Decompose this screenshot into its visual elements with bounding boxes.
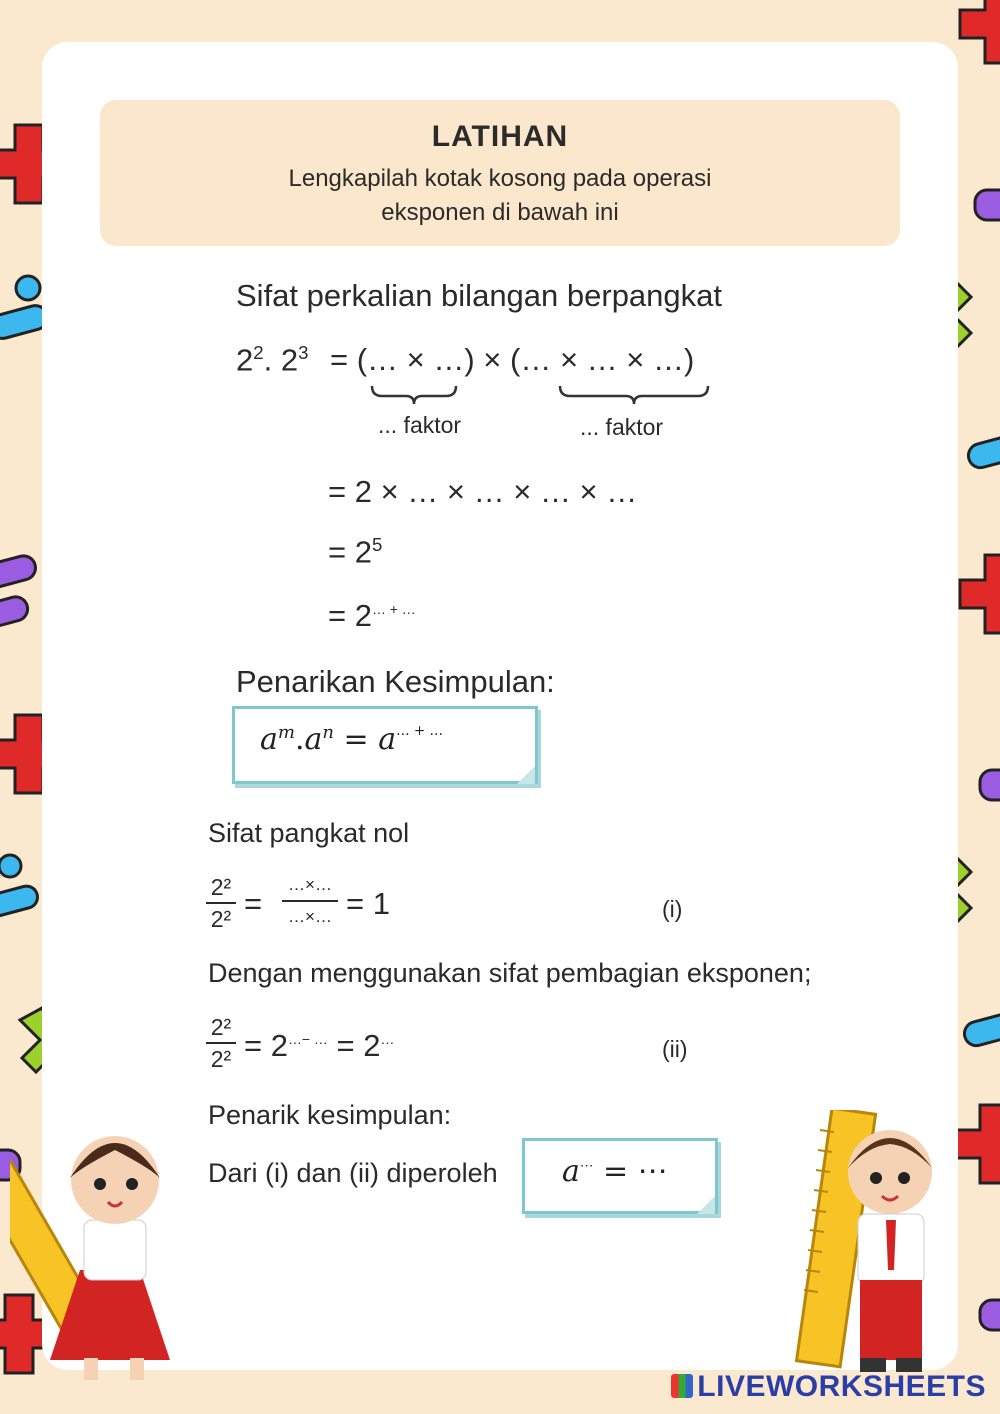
purple-bar-icon — [980, 770, 1000, 800]
base-2: 2 — [280, 342, 299, 378]
instruction-line-1: Lengkapilah kotak kosong pada operasi — [288, 165, 712, 192]
fraction-3-numerator: 2² — [210, 1014, 232, 1040]
underbrace-1 — [372, 386, 456, 404]
underbrace-2 — [560, 386, 708, 404]
equation-expansion: = (… × …) × (… × … × …) — [330, 342, 695, 377]
step-3-base: = 2 — [328, 598, 372, 633]
exponent-2: 3 — [298, 342, 309, 363]
girl-with-pencil-illustration — [10, 1110, 220, 1380]
formula-multiplication — [260, 722, 443, 757]
equals-sign: = — [244, 886, 263, 921]
box-fold-corner — [517, 766, 535, 784]
red-plus-icon — [960, 555, 1000, 633]
purple-bar-icon — [0, 553, 38, 591]
blue-bar-icon — [966, 434, 1000, 471]
fraction-2-numerator-blank[interactable]: …×… — [288, 875, 332, 894]
purple-bar-icon — [980, 1300, 1000, 1330]
instruction-line-2: eksponen di bawah ini — [381, 199, 619, 226]
final-exponent-blank[interactable]: ⋯ — [579, 1158, 594, 1174]
step-3-exponent-blank: … + … — [371, 601, 416, 617]
faktor-label-2: ... faktor — [580, 414, 664, 440]
fraction-3-denominator: 2² — [210, 1046, 232, 1072]
final-rhs-blank[interactable]: = ⋯ — [602, 1154, 668, 1189]
equation-2-base-b: = 2 — [336, 1028, 381, 1063]
fraction-3 — [206, 1014, 236, 1072]
box-fold-corner-2 — [697, 1196, 715, 1214]
equation-2 — [244, 1028, 394, 1064]
blue-bar-icon — [962, 1012, 1000, 1049]
section-heading-multiplication: Sifat perkalian bilangan berpangkat — [236, 278, 723, 313]
fraction-1-numerator: 2² — [210, 874, 232, 900]
exponent-1: 2 — [253, 342, 264, 363]
conclusion-text: Dari (i) dan (ii) diperoleh — [208, 1158, 498, 1188]
underbraces — [360, 380, 720, 410]
purple-bar-icon — [975, 190, 1000, 220]
label-i: (i) — [662, 896, 683, 922]
boy-with-ruler-illustration — [790, 1110, 970, 1380]
fraction-2-denominator-blank[interactable]: …×… — [288, 907, 332, 926]
formula-rhs: = a — [334, 722, 397, 757]
fraction-1 — [206, 874, 236, 932]
page-title: LATIHAN — [431, 120, 569, 153]
step-2 — [328, 534, 382, 570]
blue-bar-icon — [0, 884, 40, 919]
step-2-exponent: 5 — [371, 534, 383, 555]
purple-bar-icon — [0, 594, 30, 630]
formula-zero-power[interactable] — [562, 1154, 668, 1189]
blue-dot-icon — [16, 276, 40, 300]
brand-text: LIVEWORKSHEETS — [697, 1370, 986, 1403]
equation-2-exponent-blank[interactable]: …− … — [287, 1031, 328, 1047]
blue-dot-icon — [0, 855, 21, 877]
faktor-label-1: ... faktor — [378, 412, 462, 438]
formula-a: a — [260, 722, 278, 757]
section-heading-zero-power: Sifat pangkat nol — [208, 818, 410, 848]
base-1: 2 — [236, 342, 254, 378]
fraction-2[interactable] — [282, 872, 338, 930]
equation-2-exponent-b-blank[interactable]: … — [380, 1031, 395, 1047]
step-2-base: = 2 — [328, 534, 372, 570]
formula-m: m — [277, 722, 295, 743]
equation-2-base: = 2 — [244, 1028, 288, 1063]
step-1: = 2 × … × … × … × … — [328, 474, 638, 509]
conclusion-heading-2: Penarik kesimpulan: — [208, 1100, 452, 1130]
fraction-1-denominator: 2² — [210, 906, 232, 932]
header-banner — [100, 100, 900, 246]
step-3 — [328, 598, 416, 634]
liveworksheets-logo — [671, 1370, 986, 1404]
formula-dot: . — [294, 722, 305, 757]
equation-1-result: = 1 — [346, 886, 390, 921]
final-base: a — [562, 1154, 580, 1189]
label-ii: (ii) — [662, 1036, 688, 1062]
formula-exponent-blank[interactable]: … + … — [396, 723, 444, 739]
red-plus-icon — [960, 0, 1000, 63]
method-text: Dengan menggunakan sifat pembagian eksponen; — [208, 958, 812, 988]
formula-a2: a — [304, 722, 323, 757]
conclusion-heading-1: Penarikan Kesimpulan: — [236, 664, 555, 699]
formula-n: n — [322, 722, 334, 743]
equation-lhs: $2^2$. $2^3$ — [236, 342, 309, 378]
